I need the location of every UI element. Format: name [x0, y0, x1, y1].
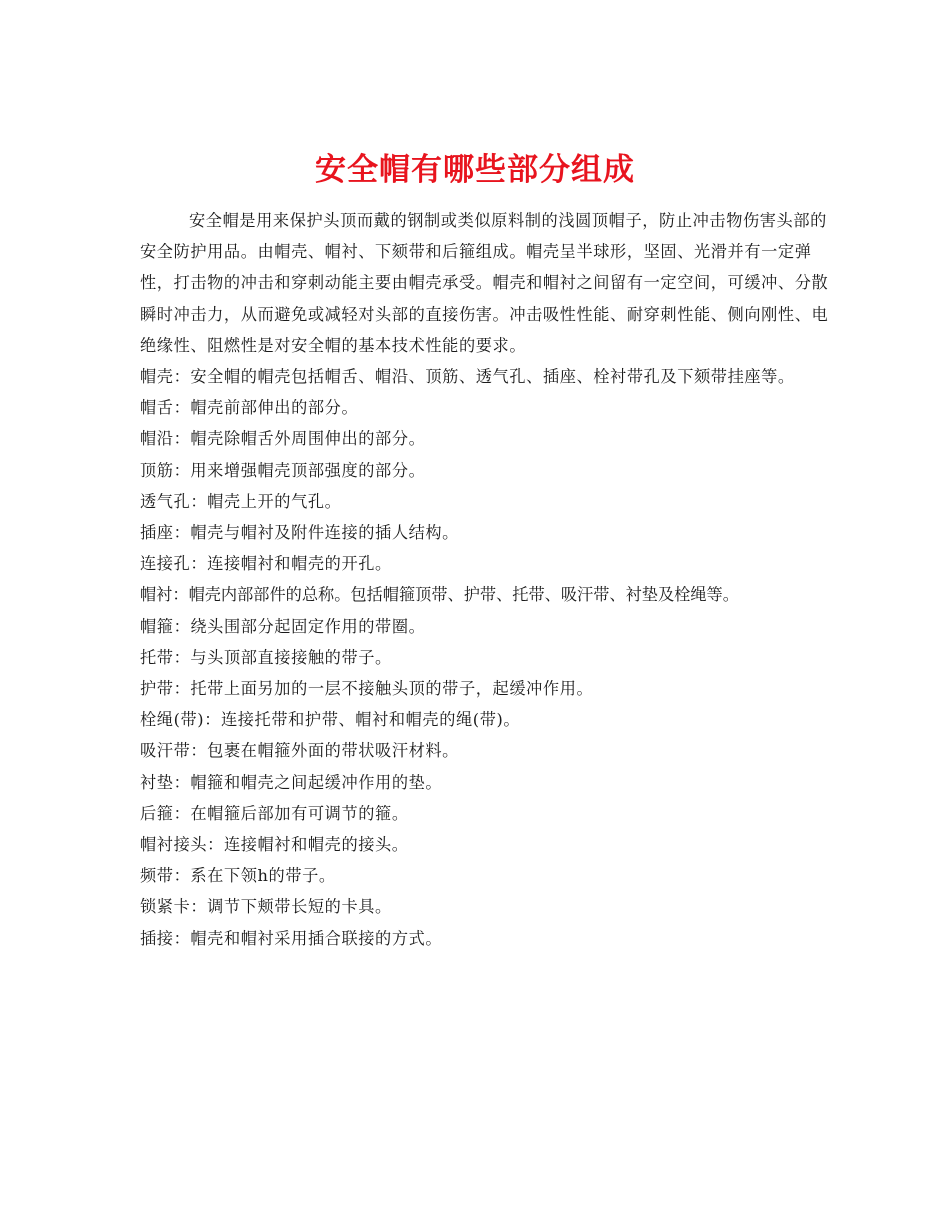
- definition-item: [140, 798, 830, 829]
- definition-desc: 安全帽的帽壳包括帽舌、帽沿、顶筋、透气孔、插座、栓衬带孔及下颏带挂座等。: [190, 367, 795, 387]
- definition-term: 栓绳(带)：: [140, 710, 221, 730]
- definition-item: [140, 767, 830, 798]
- definition-item: [140, 423, 830, 454]
- document-body: [140, 205, 830, 954]
- definition-desc: 系在下领h的带子。: [190, 866, 336, 886]
- definition-desc: 帽壳上开的气孔。: [207, 491, 342, 511]
- definition-desc: 在帽箍后部加有可调节的箍。: [190, 803, 409, 823]
- definition-term: 帽舌：: [140, 398, 191, 418]
- definition-item: [140, 548, 830, 579]
- definition-item: [140, 517, 830, 548]
- definition-term: 锁紧卡：: [140, 897, 208, 917]
- definition-desc: 与头顶部直接接触的带子。: [190, 647, 392, 667]
- definition-desc: 绕头围部分起固定作用的带圈。: [190, 616, 426, 636]
- definition-item: [140, 455, 830, 486]
- definition-item: [140, 704, 830, 735]
- intro-paragraph: 安全帽是用来保护头顶而戴的钢制或类似原料制的浅圆顶帽子，防止冲击物伤害头部的安全防护用品。由帽壳、帽衬、下颏带和后箍组成。帽壳呈半球形，坚固、光滑并有一定弹性，打击物的冲击和穿刺动能主要由帽壳承受。帽壳和帽衬之间留有一定空间，可缓冲、分散瞬时冲击力，从而避免或减轻对头部的直接伤害。冲击吸性性能、耐穿刺性能、侧向刚性、电绝缘性、阻燃性是对安全帽的基本技术性能的要求。: [140, 211, 829, 355]
- definition-item: [140, 642, 830, 673]
- definition-term: 透气孔：: [140, 491, 208, 511]
- definition-item: [140, 891, 830, 922]
- definition-term: 衬垫：: [140, 772, 191, 792]
- definition-desc: 帽壳除帽舌外周围伸出的部分。: [190, 429, 426, 449]
- definition-term: 护带：: [140, 679, 191, 699]
- definition-item: [140, 361, 830, 392]
- definition-item: [140, 392, 830, 423]
- definition-desc: 帽壳和帽衬采用插合联接的方式。: [190, 928, 443, 948]
- definition-desc: 帽箍和帽壳之间起缓冲作用的垫。: [190, 772, 443, 792]
- definition-term: 频带：: [140, 866, 191, 886]
- definition-desc: 连接托带和护带、帽衬和帽壳的绳(带)。: [220, 710, 521, 730]
- definition-term: 帽衬接头：: [140, 835, 224, 855]
- definition-term: 帽壳：: [140, 367, 191, 387]
- definition-item: [140, 860, 830, 891]
- definition-item: [140, 923, 830, 954]
- definition-desc: 帽壳与帽衬及附件连接的插人结构。: [190, 523, 459, 543]
- definition-term: 插接：: [140, 928, 191, 948]
- definition-term: 帽沿：: [140, 429, 191, 449]
- definition-item: [140, 673, 830, 704]
- definition-term: 托带：: [140, 647, 191, 667]
- definition-term: 连接孔：: [140, 554, 208, 574]
- definition-item: [140, 486, 830, 517]
- definition-desc: 用来增强帽壳顶部强度的部分。: [190, 460, 426, 480]
- definition-item: [140, 579, 830, 610]
- definition-desc: 连接帽衬和帽壳的开孔。: [207, 554, 392, 574]
- definition-term: 后箍：: [140, 803, 191, 823]
- definition-term: 吸汗带：: [140, 741, 208, 761]
- definition-desc: 托带上面另加的一层不接触头顶的带子，起缓冲作用。: [190, 679, 594, 699]
- definition-term: 插座：: [140, 523, 191, 543]
- definition-desc: 包裹在帽箍外面的带状吸汗材料。: [207, 741, 459, 761]
- definition-item: [140, 829, 830, 860]
- definition-desc: 连接帽衬和帽壳的接头。: [223, 835, 409, 855]
- definition-desc: 帽壳前部伸出的部分。: [190, 398, 359, 418]
- page-title: 安全帽有哪些部分组成: [315, 151, 635, 188]
- definition-desc: 帽壳内部部件的总称。包括帽箍顶带、护带、托带、吸汗带、衬垫及栓绳等。: [188, 585, 739, 605]
- definition-item: [140, 735, 830, 766]
- definition-term: 帽衬：: [140, 585, 189, 605]
- definition-desc: 调节下颊带长短的卡具。: [207, 897, 392, 917]
- definition-term: 帽箍：: [140, 616, 191, 636]
- definition-item: [140, 611, 830, 642]
- definition-term: 顶筋：: [140, 460, 191, 480]
